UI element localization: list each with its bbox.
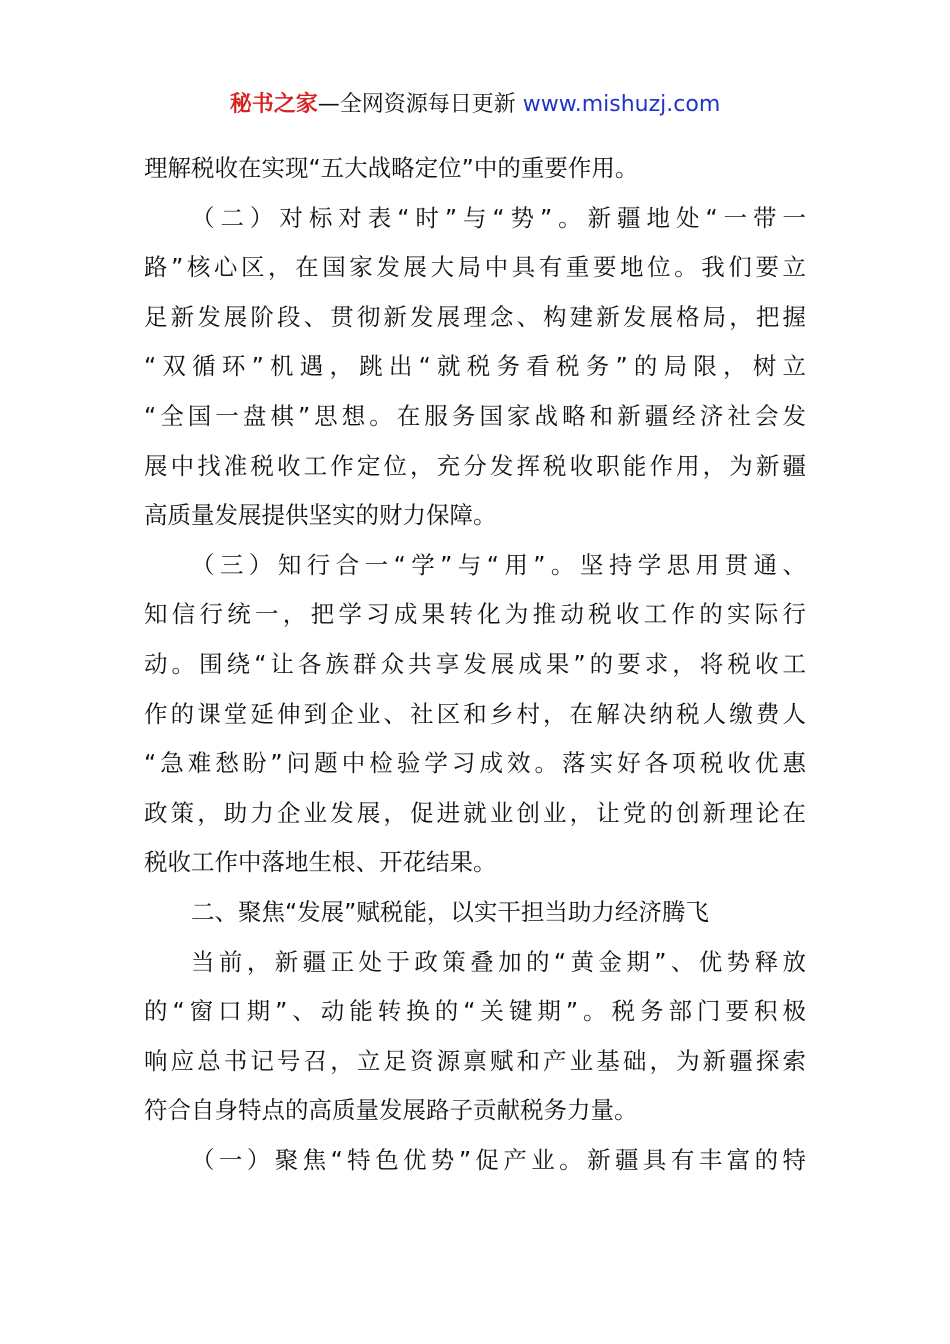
paragraph-start-line: （二）对标对表“时”与“势”。新疆地处“一带一 bbox=[191, 203, 806, 232]
text-line: 高质量发展提供坚实的财力保障。 bbox=[144, 501, 497, 530]
site-url-link[interactable]: www.mishuzj.com bbox=[522, 92, 721, 117]
text-line: 知信行统一，把学习成果转化为推动税收工作的实际行 bbox=[144, 600, 806, 629]
text-line: “急难愁盼”问题中检验学习成效。落实好各项税收优惠 bbox=[144, 749, 806, 778]
section-heading: 二、聚焦“发展”赋税能，以实干担当助力经济腾飞 bbox=[191, 897, 709, 926]
text-line: 路”核心区，在国家发展大局中具有重要地位。我们要立 bbox=[144, 253, 806, 282]
text-line: 展中找准税收工作定位，充分发挥税收职能作用，为新疆 bbox=[144, 451, 806, 480]
text-line: 作的课堂延伸到企业、社区和乡村，在解决纳税人缴费人 bbox=[144, 699, 806, 728]
text-line: “全国一盘棋”思想。在服务国家战略和新疆经济社会发 bbox=[144, 401, 806, 430]
brand-name: 秘书之家 bbox=[229, 92, 318, 117]
watermark-header bbox=[0, 88, 950, 122]
paragraph-start-line: （一）聚焦“特色优势”促产业。新疆具有丰富的特 bbox=[191, 1145, 806, 1174]
text-line: 响应总书记号召，立足资源禀赋和产业基础，为新疆探索 bbox=[144, 1046, 806, 1075]
paragraph-start-line: 当前，新疆正处于政策叠加的“黄金期”、优势释放 bbox=[191, 947, 806, 976]
text-line: 政策，助力企业发展，促进就业创业，让党的创新理论在 bbox=[144, 798, 806, 827]
text-line: 动。围绕“让各族群众共享发展成果”的要求，将税收工 bbox=[144, 649, 806, 678]
text-line: 符合自身特点的高质量发展路子贡献税务力量。 bbox=[144, 1096, 638, 1125]
text-line: 足新发展阶段、贯彻新发展理念、构建新发展格局，把握 bbox=[144, 302, 806, 331]
paragraph-start-line: （三）知行合一“学”与“用”。坚持学思用贯通、 bbox=[191, 550, 806, 579]
text-line: 理解税收在实现“五大战略定位”中的重要作用。 bbox=[144, 154, 639, 182]
text-line: 的“窗口期”、动能转换的“关键期”。税务部门要积极 bbox=[144, 997, 806, 1026]
text-line: 税收工作中落地生根、开花结果。 bbox=[144, 848, 497, 877]
header-tagline: —全网资源每日更新 bbox=[317, 92, 523, 117]
document-body bbox=[144, 144, 806, 1185]
text-line: “双循环”机遇，跳出“就税务看税务”的局限，树立 bbox=[144, 352, 806, 381]
